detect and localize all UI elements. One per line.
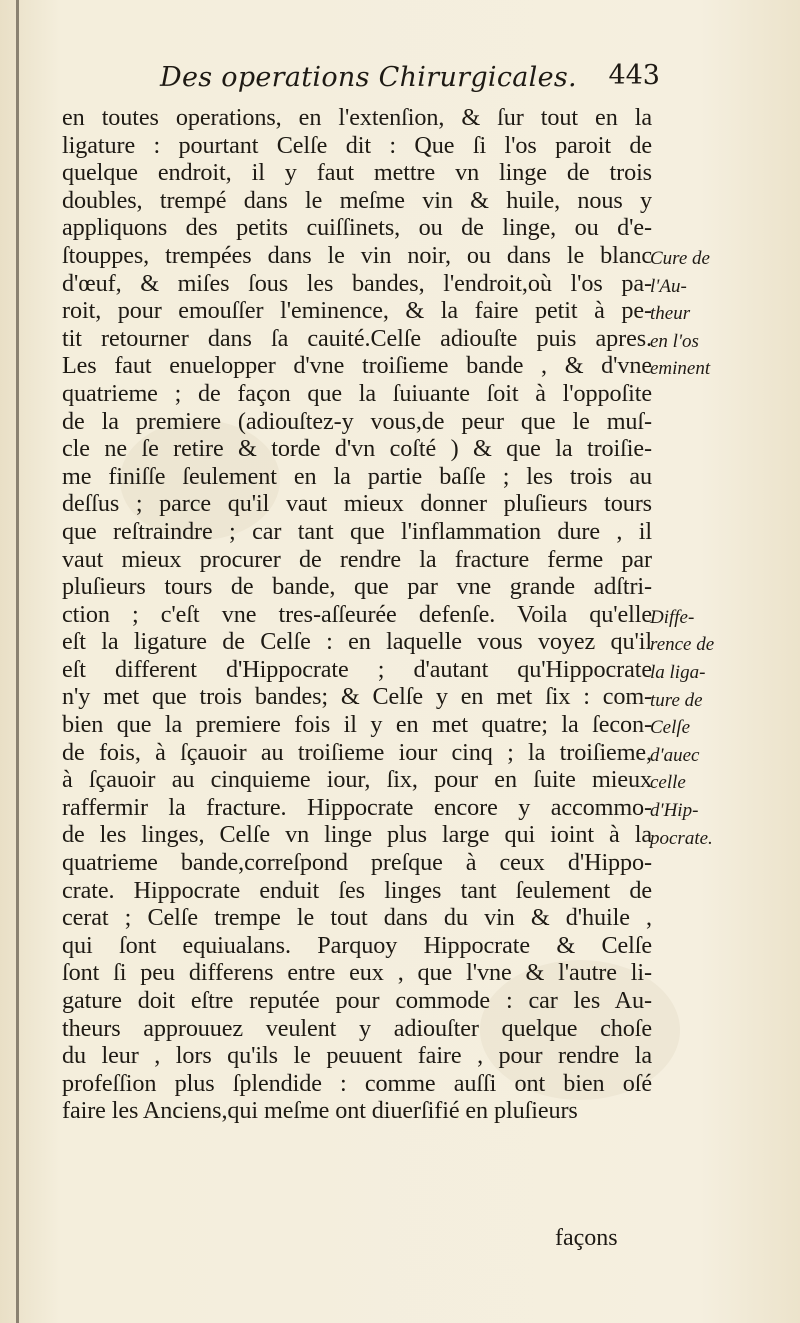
text-line: ſtouppes, trempées dans le vin noir, ou dans le blanc xyxy=(62,241,652,269)
text-line: me finiſſe ſeulement en la partie baſſe ; les trois au xyxy=(62,462,652,490)
text-line: de les linges, Celſe vn linge plus large qui ioint à la xyxy=(62,821,652,849)
margin-note-line: d'Hip- xyxy=(650,799,699,821)
text-line: theurs approuuez veulent y adiouſter quelque choſe xyxy=(62,1014,652,1042)
text-line: de la premiere (adiouſtez-y vous,de peur que le muſ- xyxy=(62,407,652,435)
text-line: ligature : pourtant Celſe dit : Que ſi l'os paroit de xyxy=(62,131,652,159)
main-text-block xyxy=(62,104,652,1125)
text-line: eſt la ligature de Celſe : en laquelle vous voyez qu'il xyxy=(62,628,652,656)
text-line: Les faut enuelopper d'vne troiſieme bande , & d'vne xyxy=(62,352,652,380)
margin-note-line: l'Au- xyxy=(650,275,687,297)
margin-note-line: rence de xyxy=(650,634,715,656)
page-gutter-edge xyxy=(16,0,19,1323)
text-line: ction ; c'eſt vne tres-aſſeurée defenſe. Voila qu'elle xyxy=(62,600,652,628)
margin-note-line: celle xyxy=(650,772,686,794)
text-line: cerat ; Celſe trempe le tout dans du vin & d'huile , xyxy=(62,904,652,932)
margin-note-line: pocrate. xyxy=(650,827,713,849)
text-line: quelque endroit, il y faut mettre vn linge de trois xyxy=(62,159,652,187)
text-line: en toutes operations, en l'extenſion, & ſur tout en la xyxy=(62,104,652,131)
text-line: quatrieme ; de façon que la ſuiuante ſoit à l'oppoſite xyxy=(62,379,652,407)
text-line: appliquons des petits cuiſſinets, ou de linge, ou d'e- xyxy=(62,214,652,242)
text-line: quatrieme bande,correſpond preſque à ceux d'Hippo- xyxy=(62,849,652,877)
text-line: roit, pour emouſſer l'eminence, & la faire petit à pe- xyxy=(62,297,652,325)
text-line: eſt different d'Hippocrate ; d'autant qu'Hippocrate xyxy=(62,655,652,683)
text-line: ſont ſi peu differens entre eux , que l'vne & l'autre li- xyxy=(62,959,652,987)
text-line: deſſus ; parce qu'il vaut mieux donner pluſieurs tours xyxy=(62,490,652,518)
margin-note-line: eminent xyxy=(650,358,711,380)
page-header xyxy=(160,62,660,102)
text-line: à ſçauoir au cinquieme iour, ſix, pour en ſuite mieux xyxy=(62,766,652,794)
margin-note-line: la liga- xyxy=(650,661,706,683)
page-number: 443 xyxy=(608,60,660,91)
text-line: tit retourner dans ſa cauité.Celſe adiouſte puis apres. xyxy=(62,324,652,352)
catchword: façons xyxy=(555,1225,618,1251)
running-title: Des operations Chirurgicales. xyxy=(160,62,577,93)
text-line: cle ne ſe retire & torde d'vn coſté ) & que la troiſie- xyxy=(62,435,652,463)
margin-note-line: d'auec xyxy=(650,744,700,766)
margin-note xyxy=(650,604,790,852)
text-line: crate. Hippocrate enduit ſes linges tant ſeulement de xyxy=(62,876,652,904)
text-line: de fois, à ſçauoir au troiſieme iour cinq ; la troiſieme, xyxy=(62,738,652,766)
text-line: vaut mieux procurer de rendre la fracture ferme par xyxy=(62,545,652,573)
margin-note-line: Cure de xyxy=(650,248,710,269)
margin-note xyxy=(650,245,790,383)
text-line: raffermir la fracture. Hippocrate encore y accommo- xyxy=(62,793,652,821)
margin-note-line: Celſe xyxy=(650,717,691,739)
text-line: d'œuf, & miſes ſous les bandes, l'endroit,où l'os pa- xyxy=(62,269,652,297)
text-line: n'y met que trois bandes; & Celſe y en met ſix : com- xyxy=(62,683,652,711)
text-line: pluſieurs tours de bande, que par vne grande adſtri- xyxy=(62,573,652,601)
margin-note-line: en l'os xyxy=(650,330,699,352)
margin-note-line: Diffe- xyxy=(650,606,695,628)
text-line: bien que la premiere fois il y en met quatre; la ſecon- xyxy=(62,711,652,739)
text-line: faire les Anciens,qui meſme ont diuerſifié en pluſieurs xyxy=(62,1097,578,1125)
text-line: qui ſont equiualans. Parquoy Hippocrate & Celſe xyxy=(62,931,652,959)
text-line: du leur , lors qu'ils le peuuent faire , pour rendre la xyxy=(62,1042,652,1070)
margin-note-line: theur xyxy=(650,303,691,325)
text-line: que reſtraindre ; car tant que l'inflammation dure , il xyxy=(62,517,652,545)
text-line: doubles, trempé dans le meſme vin & huile, nous y xyxy=(62,186,652,214)
text-line: profeſſion plus ſplendide : comme auſſi ont bien oſé xyxy=(62,1069,652,1097)
margin-note-line: ture de xyxy=(650,689,703,711)
text-line: gature doit eſtre reputée pour commode : car les Au- xyxy=(62,987,652,1014)
